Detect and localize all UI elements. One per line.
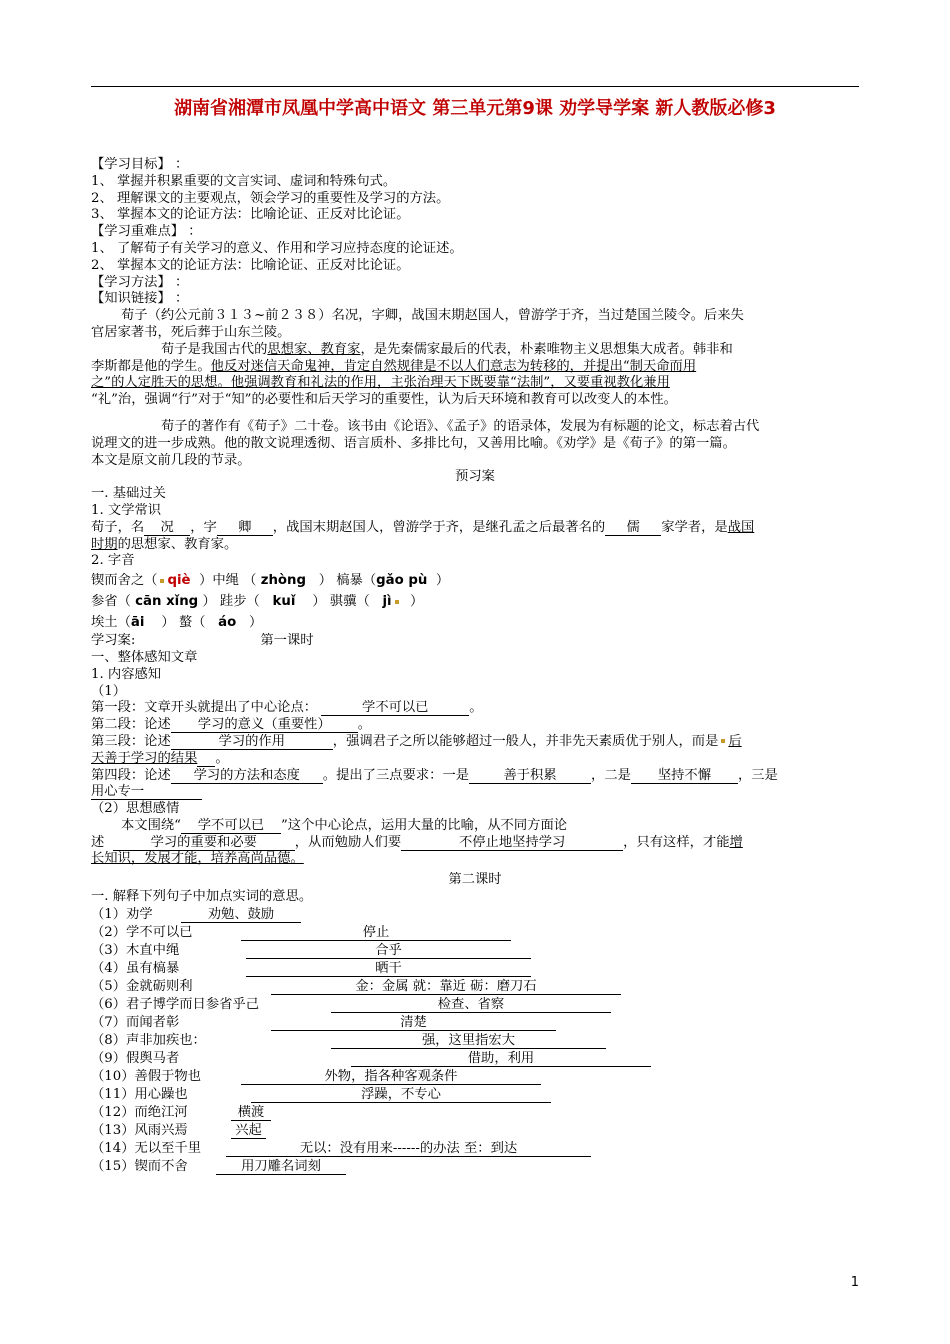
preview-heading: 预习案 (455, 469, 495, 485)
vocabulary-question: （1）劝学 (91, 906, 153, 922)
vocabulary-answer: 检查、省察 (331, 997, 611, 1013)
paragraph-analysis-line: 用心专一 (91, 784, 859, 801)
vocabulary-answer: 劝勉、鼓励 (181, 907, 301, 923)
theme-line: 长知识，发展才能，培养高尚品德。 (91, 851, 304, 867)
document-body (91, 157, 859, 1176)
dot-icon (721, 739, 725, 743)
vocabulary-item (91, 1086, 859, 1104)
vocabulary-item (91, 978, 859, 996)
knowledge-paragraph-line: 之”的人定胜天的思想。他强调教育和礼法的作用，主张治理天下既要靠“法制”，又要重视教化兼用 (91, 375, 670, 391)
vocabulary-question: （15）锲而不舍 (91, 1158, 188, 1174)
vocabulary-item (91, 1014, 859, 1032)
vocabulary-question: （14）无以至千里 (91, 1140, 201, 1156)
knowledge-paragraph-line: 本文是原文前几段的节录。 (91, 452, 251, 468)
vocabulary-answer: 横渡 (231, 1105, 271, 1121)
vocabulary-item (91, 1104, 859, 1122)
vocabulary-question: （12）而绝江河 (91, 1104, 188, 1120)
vocabulary-answer: 借助，利用 (351, 1051, 651, 1067)
vocabulary-item (91, 996, 859, 1014)
vocabulary-question: （2）学不可以已 (91, 924, 193, 940)
vocabulary-question: （9）假舆马者 (91, 1050, 180, 1066)
paragraph-analysis-line: 第四段：论述 学习的方法和态度 。提出了三点要求：一是 善于积累 ，二是 坚持不懈 ，三是 (91, 767, 778, 783)
lesson1-heading-line: 学习案: 第一课时 (91, 633, 314, 649)
difficulty-item: 2、 掌握本文的论证方法：比喻论证、正反对比论证。 (91, 257, 410, 273)
section-heading: 一、整体感知文章 (91, 649, 198, 665)
subsection-heading: 1. 内容感知 (91, 666, 162, 682)
knowledge-paragraph-line: 官居家著书，死后葬于山东兰陵。 (91, 324, 291, 340)
vocabulary-item (91, 1158, 859, 1176)
theme-line: 本文围绕“ 学不可以已 ”这个中心论点，运用大量的比喻，从不同方面论 (121, 817, 568, 833)
objective-item: 3、 掌握本文的论证方法：比喻论证、正反对比论证。 (91, 207, 410, 223)
methods-heading: 【学习方法】 ： (91, 274, 189, 290)
objective-item: 1、 掌握并积累重要的文言实词、虚词和特殊句式。 (91, 173, 397, 189)
item-number: （2）思想感情 (91, 801, 180, 817)
vocabulary-item (91, 1032, 859, 1050)
vocabulary-question: （8）声非加疾也： (91, 1032, 206, 1048)
paragraph-analysis-line: 第三段：论述 学习的作用 ，强调君子之所以能够超过一般人，并非先天素质优于别人，而是 后 (91, 733, 742, 749)
vocabulary-list (91, 906, 859, 1176)
document-title: 湖南省湘潭市凤凰中学高中语文 第三单元第9课 劝学导学案 新人教版必修3 (174, 98, 776, 119)
objectives-heading: 【学习目标】 ： (91, 157, 189, 172)
vocabulary-item (91, 906, 859, 924)
vocabulary-question: （5）金就砺则利 (91, 978, 193, 994)
vocabulary-answer: 停止 (241, 925, 511, 941)
item-number: （1） (91, 683, 127, 699)
vocabulary-question: （7）而闻者彰 (91, 1014, 180, 1030)
knowledge-paragraph-line: 荀子（约公元前３１３~前２３８）名况，字卿，战国末期赵国人，曾游学于齐，当过楚国兰陵令。后来失 (121, 308, 744, 324)
vocabulary-answer: 金：金属 就：靠近 砺：磨刀石 (271, 979, 621, 995)
vocabulary-answer: 强，这里指宏大 (331, 1033, 606, 1049)
vocabulary-question: （13）风雨兴焉 (91, 1122, 188, 1138)
pronunciation-row: 锲而舍之（ qiè ）中绳 （ zhòng ） 槁暴（gǎo pù ） (91, 573, 450, 589)
pronunciation-row: 参省（ cān xǐng ） 跬步（ kuǐ ） 骐骥（ jì ） (91, 594, 424, 610)
vocabulary-item (91, 942, 859, 960)
vocabulary-item (91, 1068, 859, 1086)
vocabulary-item (91, 1122, 859, 1140)
theme-line: 述 学习的重要和必要 ，从而勉励人们要 不停止地坚持学习 ，只有这样，才能增 (91, 834, 743, 850)
paragraph-analysis-line: 第一段：文章开头就提出了中心论点： 学不可以已 。 (91, 700, 483, 716)
lesson2-heading: 第二课时 (448, 872, 502, 888)
vocabulary-answer: 无以：没有用来------的办法 至：到达 (226, 1141, 591, 1157)
paragraph-analysis-line: 天善于学习的结果 。 (91, 750, 229, 766)
vocabulary-answer: 晒干 (246, 961, 531, 977)
dot-icon (395, 600, 399, 604)
knowledge-paragraph-line: 荀子是我国古代的思想家、教育家，是先秦儒家最后的代表，朴素唯物主义思想集大成者。韩非和 (161, 341, 733, 357)
vocabulary-question: （11）用心躁也 (91, 1086, 188, 1102)
vocabulary-question: （3）木直中绳 (91, 942, 180, 958)
vocabulary-question: （4）虽有槁暴 (91, 960, 180, 976)
vocabulary-answer: 外物，指各种客观条件 (241, 1069, 541, 1085)
subsection-heading: 2. 字音 (91, 553, 135, 569)
subsection-heading: 1. 文学常识 (91, 502, 162, 518)
objective-item: 2、 理解课文的主要观点，领会学习的重要性及学习的方法。 (91, 190, 450, 206)
vocabulary-item (91, 924, 859, 942)
vocabulary-answer: 清楚 (271, 1015, 556, 1031)
pronunciation-row: 埃土（āi ） 螯（ áo ） (91, 615, 263, 631)
header-rule (91, 86, 859, 87)
vocabulary-answer: 浮躁，不专心 (251, 1087, 551, 1103)
vocabulary-item (91, 1050, 859, 1068)
section-heading: 一. 解释下列句子中加点实词的意思。 (91, 889, 313, 905)
section-heading: 一. 基础过关 (91, 486, 166, 502)
vocabulary-answer: 用刀雕名词刻 (216, 1159, 346, 1175)
paragraph-analysis-line: 第二段：论述 学习的意义（重要性） 。 (91, 717, 372, 733)
vocabulary-question: （6）君子博学而日参省乎己 (91, 996, 260, 1012)
knowledge-paragraph-line: “礼”治，强调“行”对于“知”的必要性和后天学习的重要性，认为后天环境和教育可以改变人的本性。 (91, 392, 677, 408)
page-number: 1 (850, 1275, 859, 1290)
knowledge-paragraph-line: 李斯都是他的学生。他反对迷信天命鬼神，肯定自然规律是不以人们意志为转移的，并提出“制天命而用 (91, 358, 697, 374)
vocabulary-answer: 兴起 (231, 1123, 266, 1139)
vocabulary-question: （10）善假于物也 (91, 1068, 201, 1084)
vocabulary-item (91, 1140, 859, 1158)
knowledge-paragraph-line: 荀子的著作有《荀子》二十卷。该书由《论语》、《孟子》的语录体，发展为有标题的论文，标志着古代 (161, 418, 760, 434)
vocabulary-item (91, 960, 859, 978)
difficulties-heading: 【学习重难点】 ： (91, 224, 202, 240)
vocabulary-answer: 合乎 (246, 943, 531, 959)
literature-fill-line: 时期的思想家、教育家。 (91, 536, 238, 552)
knowledge-heading: 【知识链接】 ： (91, 291, 189, 307)
literature-fill-line: 荀子，名 况 ，字 卿 ，战国末期赵国人，曾游学于齐，是继孔孟之后最著名的 儒 家学者，是战国 (91, 519, 755, 535)
dot-icon (160, 579, 164, 583)
difficulty-item: 1、 了解荀子有关学习的意义、作用和学习应持态度的论证述。 (91, 240, 463, 256)
knowledge-paragraph-line: 说理文的进一步成熟。他的散文说理透彻、语言质朴、多排比句，又善用比喻。《劝学》是《荀子》的第一篇。 (91, 435, 736, 451)
